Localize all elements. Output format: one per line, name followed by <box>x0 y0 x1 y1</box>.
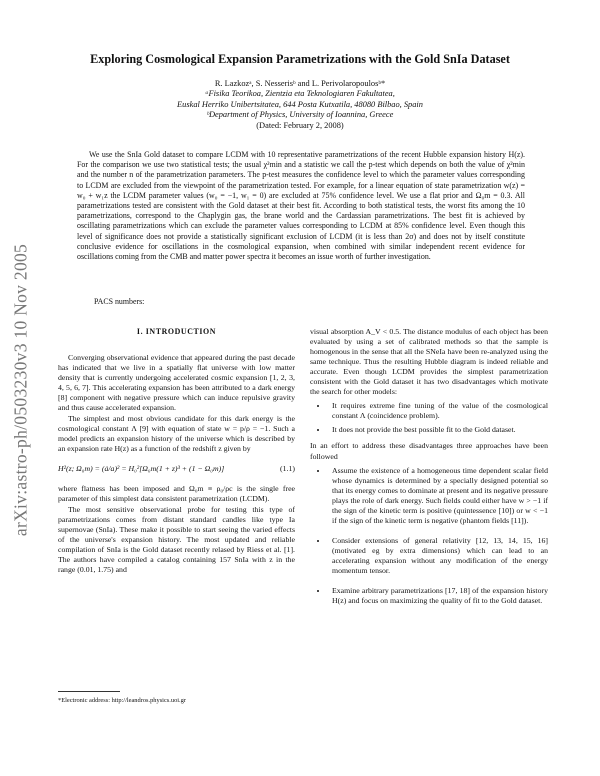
list-item: • Consider extensions of general relativity [12, 13, 14, 15, 16] (motivated eg by extra dimensions) which can lead to an accelerating expansion without any modification of the energy momentum tensor. <box>328 536 548 576</box>
author-list: R. Lazkozᵃ, S. Nesserisᵇ and L. Perivolaropoulosᵇ* <box>214 79 386 88</box>
equation-1-1 <box>58 464 295 474</box>
paper-title: Exploring Cosmological Expansion Parametrizations with the Gold SnIa Dataset <box>90 52 510 66</box>
disadvantages-list <box>310 401 548 435</box>
intro-paragraph-2: The simplest and most obvious candidate for this dark energy is the cosmological constant Λ [9] with equation of state w = p/ρ = −1. Such a model predicts an expansion history of the universe which is described by an expansion rate H(z) as a function of the redshift z given by <box>58 414 295 454</box>
list-item: • Assume the existence of a homogeneous time dependent scalar field whose dynamics is determined by a specially designed potential so that its energy comes to dominate at present and its negative pressure plays the role of dark energy. Such fields could either have w > −1 if the sign of the kinetic term is positive (quintessence [10]) or w < −1 if the sign of the kinetic term is negative (phantom fields [11]). <box>328 466 548 526</box>
list-item: • Examine arbitrary parametrizations [17, 18] of the expansion history H(z) and focus on maximizing the quality of fit to the Gold dataset. <box>328 586 548 606</box>
intro-paragraph-4: The most sensitive observational probe for testing this type of parametrizations comes from distant standard candles like type Ia supernovae (SnIa). These make it possible to start seeing the varied effects of the universe's expansion history. The most updated and reliable compilation of SnIa is the Gold dataset recently relased by Riess et al. [1]. The authors have compiled a catalog containing 157 SnIa with z in the range (0.01, 1.75) and <box>58 504 295 574</box>
list-item: • It requires extreme fine tuning of the value of the cosmological constant Λ (coincidence problem). <box>328 401 548 421</box>
left-column <box>58 327 295 576</box>
intro-paragraph-5: visual absorption A_V < 0.5. The distance modulus of each object has been evaluated by using a set of calibrated methods so that the sample is homogenous in the sense that all the SNeIa have been re-analyzed using the same technique. Thus the resulting Hubble diagram is indeed reliable and accurate. Even though LCDM provides the simplest parametrization consistent with the Gold dataset it has two disadvantages which motivate the search for other models: <box>310 327 548 397</box>
footnote-rule <box>58 691 120 692</box>
right-column <box>310 327 548 616</box>
pacs-numbers: PACS numbers: <box>94 297 145 306</box>
arxiv-stamp <box>6 180 36 600</box>
intro-paragraph-3: where flatness has been imposed and Ω₀m ≡ ρ₀/ρc is the single free parameter of this simplest data consistent parametrization (LCDM). <box>58 483 295 503</box>
affiliation-3: ᵇDepartment of Physics, University of Ioannina, Greece <box>206 110 394 120</box>
equation-number: (1.1) <box>280 463 295 473</box>
approaches-list <box>310 466 548 607</box>
equation-body: H²(z; Ω₀m) = (ȧ/a)² = H₀²[Ω₀m(1 + z)³ + (1 − Ω₀m)] <box>58 463 225 473</box>
section-heading-introduction: I. INTRODUCTION <box>136 327 217 336</box>
arxiv-id: arXiv:astro-ph/0503230v3 10 Nov 2005 <box>10 243 31 537</box>
footnote: *Electronic address: http://leandros.physics.uoi.gr <box>58 697 186 704</box>
intro-paragraph-6: In an effort to address these disadvantages three approaches have been followed <box>310 441 548 461</box>
affiliation-1: ᵃFisika Teorikoa, Zientzia eta Teknologiaren Fakultatea, <box>205 89 395 99</box>
affiliation-2: Euskal Herriko Unibertsitatea, 644 Posta Kutxatila, 48080 Bilbao, Spain <box>177 99 423 109</box>
intro-paragraph-1: Converging observational evidence that appeared during the past decade has indicated that we live in a spatially flat universe with low matter density that is currently undergoing accelerated cosmic expansion [1, 2, 3, 4, 5, 6, 7]. This accelerating expansion has been attributed to a dark energy [8] component with negative pressure which can induce repulsive gravity and thus cause accelerated expansion. <box>58 353 295 413</box>
abstract: We use the SnIa Gold dataset to compare LCDM with 10 representative parametrizations of the recent Hubble expansion history H(z). For the comparison we use two statistical tests; the usual χ²min and a statistic we call the p-test which depends on both the value of χ²min and the number n of the parametrization parameters. The p-test measures the confidence level to which the parameter values corresponding to LCDM are excluded from the viewpoint of the parametrization tested. For example, for a linear equation of state parametrization w(z) = w₀ + w₁z the LCDM parameter values (w₀ = −1, w₁ = 0) are excluded at 75% confidence level. We use a flat prior and Ω₀m = 0.3. All parametrizations tested are consistent with the Gold dataset at their best fit. According to both statistical tests, the worst fits among the 10 parametrizations, correspond to the Chaplygin gas, the brane world and the Cardassian parametrizations. The best fit is achieved by oscillating parametrizations which can exclude the parameter values corresponding to LCDM at 85% confidence level. Even though this level of significance does not provide a statistically significant exclusion of LCDM (it is less than 2σ) and does not by itself constitute conclusive evidence for oscillations in the cosmological expansion, when combined with similar independent recent evidence for oscillations coming from the CMB and matter power spectra it becomes an issue worth of further investigation. <box>77 150 525 262</box>
paper-header <box>60 52 540 131</box>
dated-line: (Dated: February 2, 2008) <box>256 120 344 130</box>
list-item: • It does not provide the best possible fit to the Gold dataset. <box>328 425 548 435</box>
